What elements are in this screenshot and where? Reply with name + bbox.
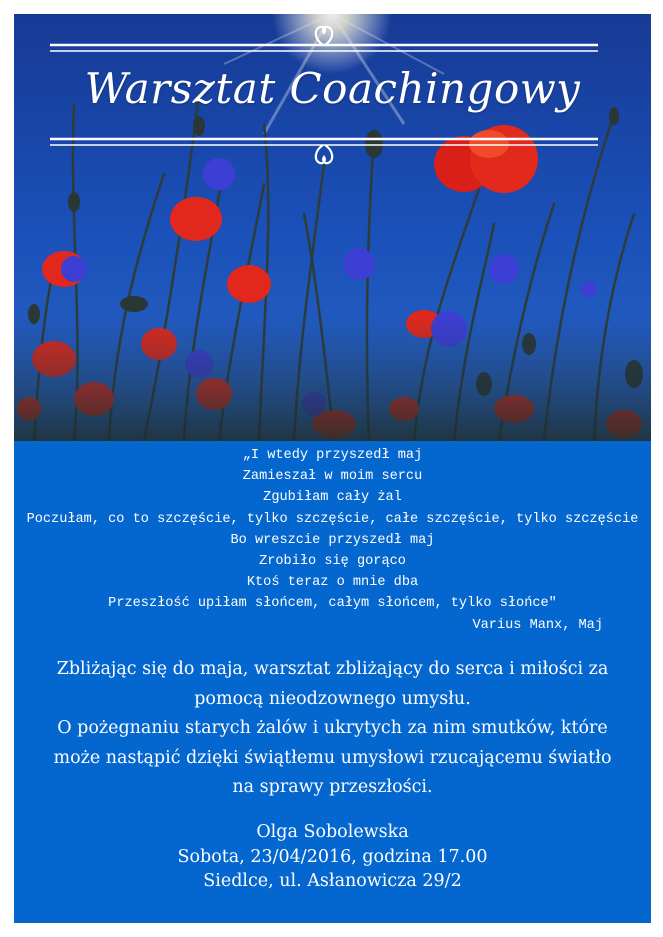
heart-knot-icon — [316, 27, 332, 45]
quote-line: „I wtedy przyszedł maj — [242, 448, 423, 463]
quote-line: Zrobiło się gorąco — [259, 554, 406, 570]
description-line: pomocą nieodzownego umysłu. — [194, 688, 471, 709]
description-line: może nastąpić dzięki świątłemu umysłowi rzucającemu światło — [53, 747, 612, 768]
event-host: Olga Sobolewska — [256, 822, 409, 842]
song-quote — [14, 445, 651, 636]
quote-line: Poczułam, co to szczęście, tylko szczęście, całe szczęście, tylko szczęście — [26, 511, 639, 527]
quote-line: Ktoś teraz o mnie dba — [246, 575, 419, 591]
workshop-description — [26, 655, 639, 803]
quote-line: Przeszłość upiłam słońcem, całym słońcem, tylko słońce" — [108, 596, 557, 612]
page-title: Warsztat Coachingowy — [84, 64, 581, 113]
poster — [14, 14, 651, 923]
description-line: Zbliżając się do maja, warsztat zbliżający do serca i miłości za — [56, 659, 609, 679]
quote-line: Zgubiłam cały żal — [263, 490, 402, 506]
event-info — [14, 820, 651, 894]
event-location: Siedlce, ul. Asłanowicza 29/2 — [203, 871, 462, 891]
title-banner — [14, 14, 651, 184]
heart-knot-icon — [316, 145, 332, 163]
quote-author: Varius Manx, Maj — [472, 617, 603, 633]
event-datetime: Sobota, 23/04/2016, godzina 17.00 — [177, 846, 488, 867]
quote-line: Bo wreszcie przyszedł maj — [230, 532, 435, 548]
description-line: na sprawy przeszłości. — [232, 777, 433, 797]
quote-line: Zamieszał w moim sercu — [242, 469, 423, 485]
description-line: O pożegnaniu starych żalów i ukrytych za nim smutków, które — [57, 718, 608, 738]
